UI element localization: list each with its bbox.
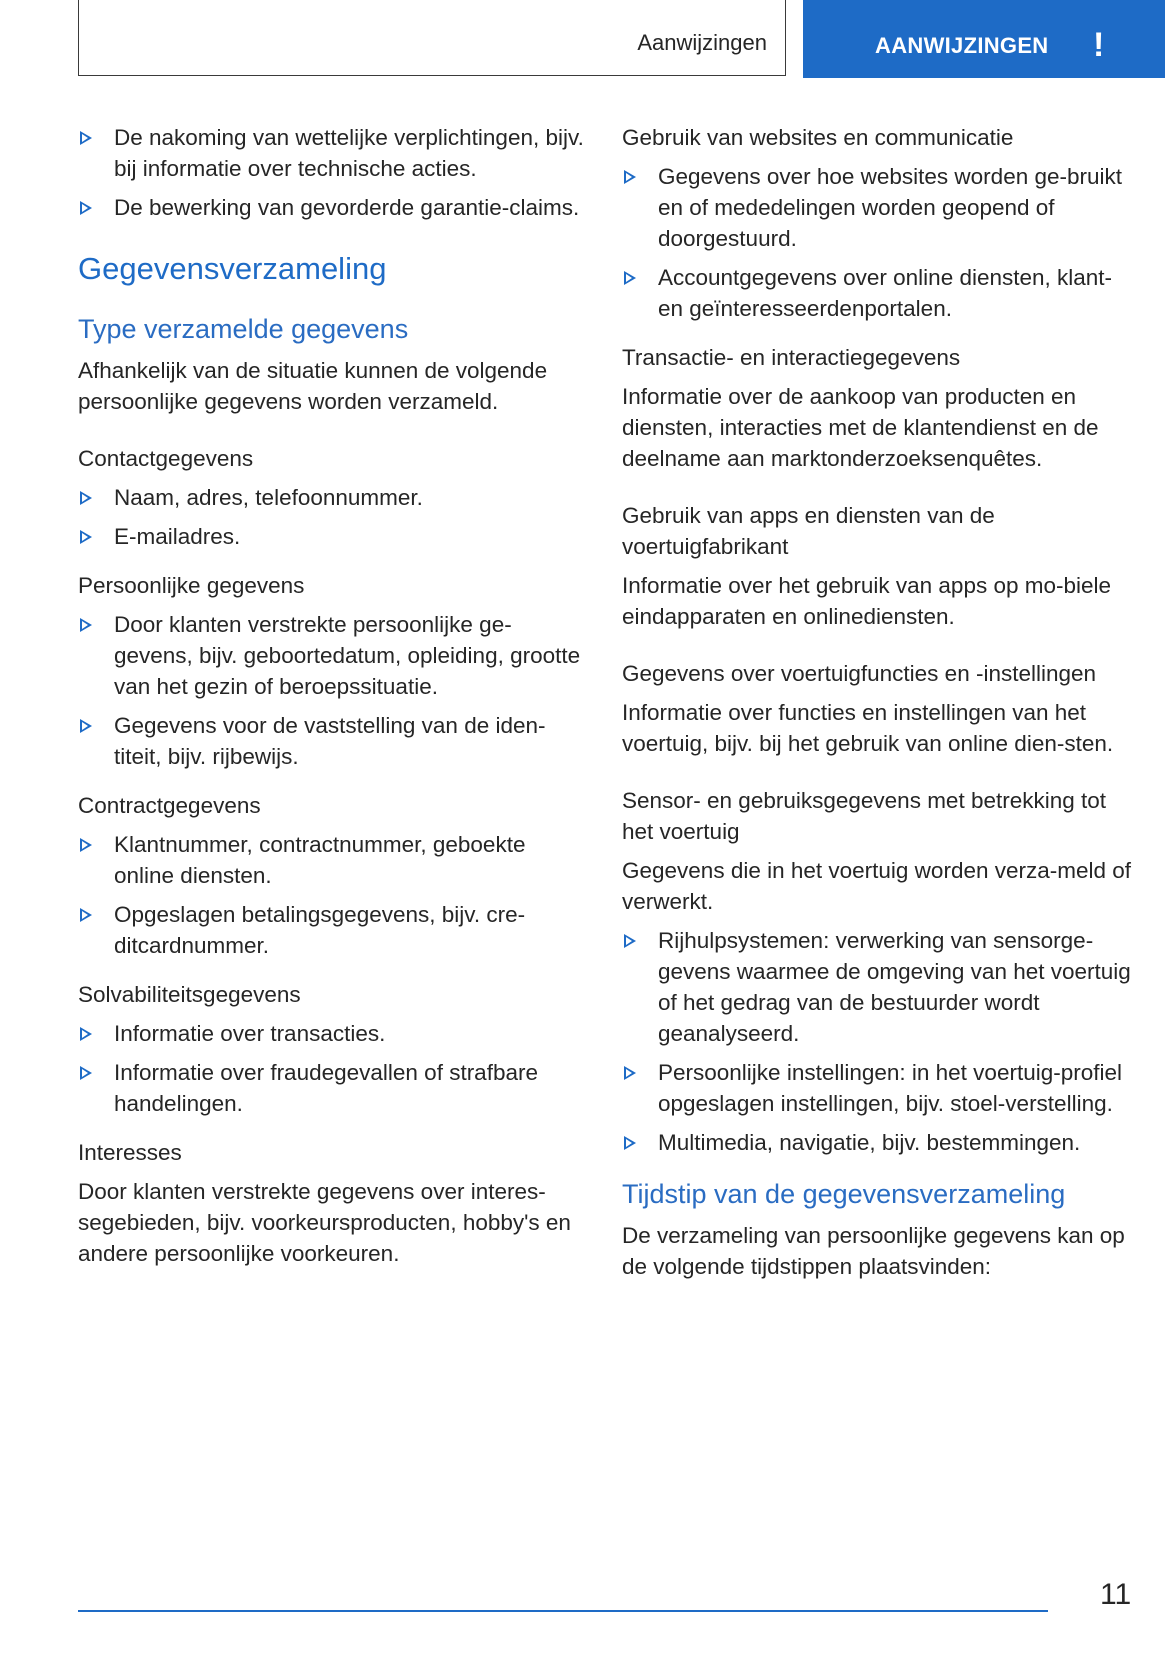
left-column bbox=[78, 122, 588, 1269]
vehicle-functions-paragraph: Informatie over functies en instellingen van het voertuig, bijv. bij het gebruik van online dien-sten. bbox=[622, 700, 1114, 756]
section-label: Aanwijzingen bbox=[637, 30, 767, 55]
transaction-heading: Transactie- en interactiegegevens bbox=[622, 345, 961, 370]
list-item: Door klanten verstrekte persoonlijke ge-gevens, bijv. geboortedatum, opleiding, grootte van het gezin of beroepssituatie. bbox=[78, 609, 588, 702]
bullet-triangle-icon bbox=[624, 170, 636, 184]
bullet-triangle-icon bbox=[624, 1066, 636, 1080]
websites-list bbox=[622, 161, 1134, 324]
list-item: Multimedia, navigatie, bijv. bestemmingen. bbox=[622, 1127, 1134, 1158]
solvency-heading: Solvabiliteitsgegevens bbox=[78, 982, 301, 1007]
contract-list bbox=[78, 829, 588, 961]
list-item: Gegevens voor de vaststelling van de iden-titeit, bijv. rijbewijs. bbox=[78, 710, 588, 772]
list-item: De bewerking van gevorderde garantie-claims. bbox=[78, 192, 588, 223]
bullet-triangle-icon bbox=[624, 934, 636, 948]
list-item: Persoonlijke instellingen: in het voertuig-profiel opgeslagen instellingen, bijv. stoel-verstelling. bbox=[622, 1057, 1134, 1119]
contact-heading: Contactgegevens bbox=[78, 446, 254, 471]
bullet-triangle-icon bbox=[80, 131, 92, 145]
bullet-triangle-icon bbox=[624, 271, 636, 285]
right-column bbox=[622, 122, 1134, 1282]
solvency-list bbox=[78, 1018, 588, 1119]
intro-bullet-list bbox=[78, 122, 588, 223]
list-item: De nakoming van wettelijke verplichtingen, bijv. bij informatie over technische acties. bbox=[78, 122, 588, 184]
bullet-triangle-icon bbox=[624, 1136, 636, 1150]
timing-heading: Tijdstip van de gegevensverzameling bbox=[622, 1179, 1066, 1209]
sensor-list bbox=[622, 925, 1134, 1158]
bullet-triangle-icon bbox=[80, 491, 92, 505]
websites-heading: Gebruik van websites en communicatie bbox=[622, 125, 1014, 150]
list-item: E-mailadres. bbox=[78, 521, 588, 552]
list-item: Accountgegevens over online diensten, klant- en geïnteresseerdenportalen. bbox=[622, 262, 1134, 324]
bullet-triangle-icon bbox=[80, 908, 92, 922]
list-item: Informatie over fraudegevallen of strafbare handelingen. bbox=[78, 1057, 588, 1119]
contact-list bbox=[78, 482, 588, 552]
interests-paragraph: Door klanten verstrekte gegevens over interes-segebieden, bijv. voorkeursproducten, hobby's en andere persoonlijke voorkeuren. bbox=[78, 1179, 571, 1266]
page-number: 11 bbox=[1100, 1578, 1132, 1611]
vehicle-functions-heading: Gegevens over voertuigfuncties en -instellingen bbox=[622, 661, 1097, 686]
chapter-tab-label: AANWIJZINGEN bbox=[875, 33, 1049, 58]
header-frame bbox=[78, 0, 786, 76]
bullet-triangle-icon bbox=[80, 838, 92, 852]
subsection-heading: Type verzamelde gegevens bbox=[78, 314, 409, 344]
list-item: Opgeslagen betalingsgegevens, bijv. cre-ditcardnummer. bbox=[78, 899, 588, 961]
intro-paragraph: Afhankelijk van de situatie kunnen de volgende persoonlijke gegevens worden verzameld. bbox=[78, 358, 548, 414]
section-heading: Gegevensverzameling bbox=[78, 251, 387, 286]
transaction-paragraph: Informatie over de aankoop van producten en diensten, interacties met de klantendienst en de deelname aan marktonderzoeksenquêtes. bbox=[622, 384, 1099, 471]
timing-paragraph: De verzameling van persoonlijke gegevens kan op de volgende tijdstippen plaatsvinden: bbox=[622, 1223, 1125, 1279]
bullet-triangle-icon bbox=[80, 530, 92, 544]
personal-heading: Persoonlijke gegevens bbox=[78, 573, 305, 598]
list-item: Gegevens over hoe websites worden ge-bruikt en of mededelingen worden geopend of doorgestuurd. bbox=[622, 161, 1134, 254]
bullet-triangle-icon bbox=[80, 201, 92, 215]
bullet-triangle-icon bbox=[80, 618, 92, 632]
chapter-tab[interactable] bbox=[803, 0, 1165, 78]
list-item: Informatie over transacties. bbox=[78, 1018, 588, 1049]
apps-heading: Gebruik van apps en diensten van de voertuigfabrikant bbox=[622, 503, 995, 559]
list-item: Klantnummer, contractnummer, geboekte online diensten. bbox=[78, 829, 588, 891]
list-item: Naam, adres, telefoonnummer. bbox=[78, 482, 588, 513]
bullet-triangle-icon bbox=[80, 1066, 92, 1080]
list-item: Rijhulpsystemen: verwerking van sensorge-gevens waarmee de omgeving van het voertuig of het gedrag van de bestuurder wordt geanalyseerd. bbox=[622, 925, 1134, 1049]
bullet-triangle-icon bbox=[80, 1027, 92, 1041]
contract-heading: Contractgegevens bbox=[78, 793, 261, 818]
footer-rule bbox=[78, 1610, 1048, 1612]
apps-paragraph: Informatie over het gebruik van apps op mo-biele eindapparaten en onlinediensten. bbox=[622, 573, 1112, 629]
exclamation-icon: ! bbox=[1093, 26, 1105, 64]
personal-list bbox=[78, 609, 588, 772]
bullet-triangle-icon bbox=[80, 719, 92, 733]
sensor-heading: Sensor- en gebruiksgegevens met betrekking tot het voertuig bbox=[622, 788, 1107, 844]
interests-heading: Interesses bbox=[78, 1140, 182, 1165]
sensor-paragraph: Gegevens die in het voertuig worden verza-meld of verwerkt. bbox=[622, 858, 1132, 914]
